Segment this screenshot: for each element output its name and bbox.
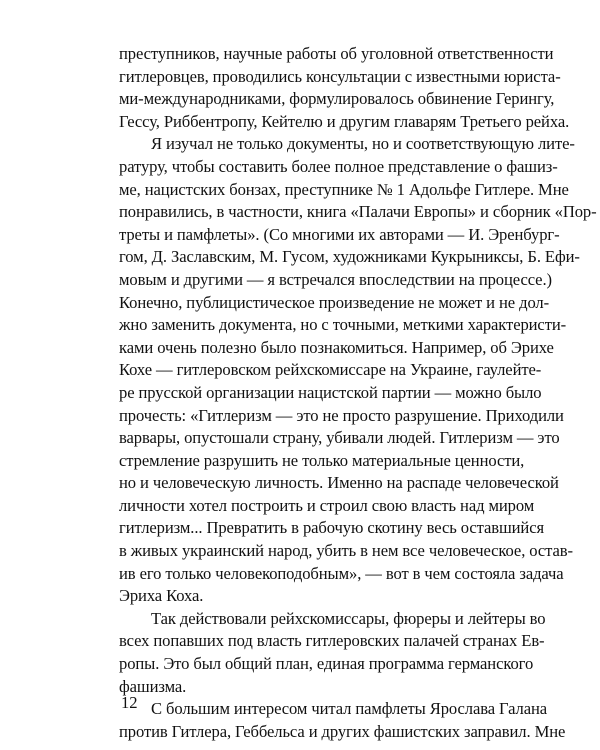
text-line: Кохе — гитлеровском рейхскомиссаре на Украине, гаулейте- — [119, 360, 542, 380]
text-line: ив его только человекоподобным», — вот в чем состояла задача — [119, 563, 564, 583]
text-line: треты и памфлеты». (Со многими их авторами — И. Эренбург- — [119, 224, 560, 244]
text-line: мовым и другими — я встречался впоследствии на процессе.) — [119, 269, 552, 289]
text-line: Я изучал не только документы, но и соответствующую лите- — [151, 134, 575, 154]
text-line: гом, Д. Заславским, М. Гусом, художниками Кукрыниксы, Б. Ефи- — [119, 247, 580, 267]
text-line: понравились, в частности, книга «Палачи Европы» и сборник «Пор- — [119, 202, 597, 222]
text-line: ками очень полезно было познакомиться. Например, об Эрихе — [119, 337, 554, 357]
text-line: в живых украинский народ, убить в нем все человеческое, остав- — [119, 541, 573, 561]
text-line: ре прусской организации нацистской партии — можно было — [119, 382, 542, 402]
text-line: стремление разрушить не только материальные ценности, — [119, 450, 525, 470]
text-line: С большим интересом читал памфлеты Ярослава Галана — [151, 699, 548, 719]
text-line: гитлеровцев, проводились консультации с известными юриста- — [119, 66, 561, 86]
text-line: фашизма. — [119, 676, 187, 696]
text-line: всех попавших под власть гитлеровских палачей странах Ев- — [119, 631, 545, 651]
text-line: ратуру, чтобы составить более полное представление о фашиз- — [119, 156, 558, 176]
text-line: варвары, опустошали страну, убивали людей. Гитлеризм — это — [119, 428, 560, 448]
page-number: 12 — [121, 693, 138, 712]
text-line: личности хотел построить и строил свою власть над миром — [119, 495, 535, 515]
text-line: Гессу, Риббентропу, Кейтелю и другим главарям Третьего рейха. — [119, 111, 570, 131]
text-line: прочесть: «Гитлеризм — это не просто разрушение. Приходили — [119, 405, 564, 425]
body-text — [119, 43, 597, 743]
text-line: против Гитлера, Геббельса и других фашистских заправил. Мне — [119, 721, 566, 741]
text-line: жно заменить документа, но с точными, меткими характеристи- — [119, 315, 567, 335]
text-line: ме, нацистских бонзах, преступнике № 1 Адольфе Гитлере. Мне — [119, 179, 569, 199]
text-line: ропы. Это был общий план, единая программа германского — [119, 654, 534, 674]
text-line: но и человеческую личность. Именно на распаде человеческой — [119, 473, 559, 493]
text-line: гитлеризм... Превратить в рабочую скотину весь оставшийся — [119, 518, 545, 538]
text-line: Конечно, публицистическое произведение не может и не дол- — [119, 292, 550, 312]
text-line: ми-международниками, формулировалось обвинение Герингу, — [119, 89, 555, 109]
text-line: Так действовали рейхскомиссары, фюреры и лейтеры во — [151, 608, 546, 628]
text-line: Эриха Коха. — [119, 586, 204, 606]
text-line: преступников, научные работы об уголовной ответственности — [119, 44, 554, 63]
